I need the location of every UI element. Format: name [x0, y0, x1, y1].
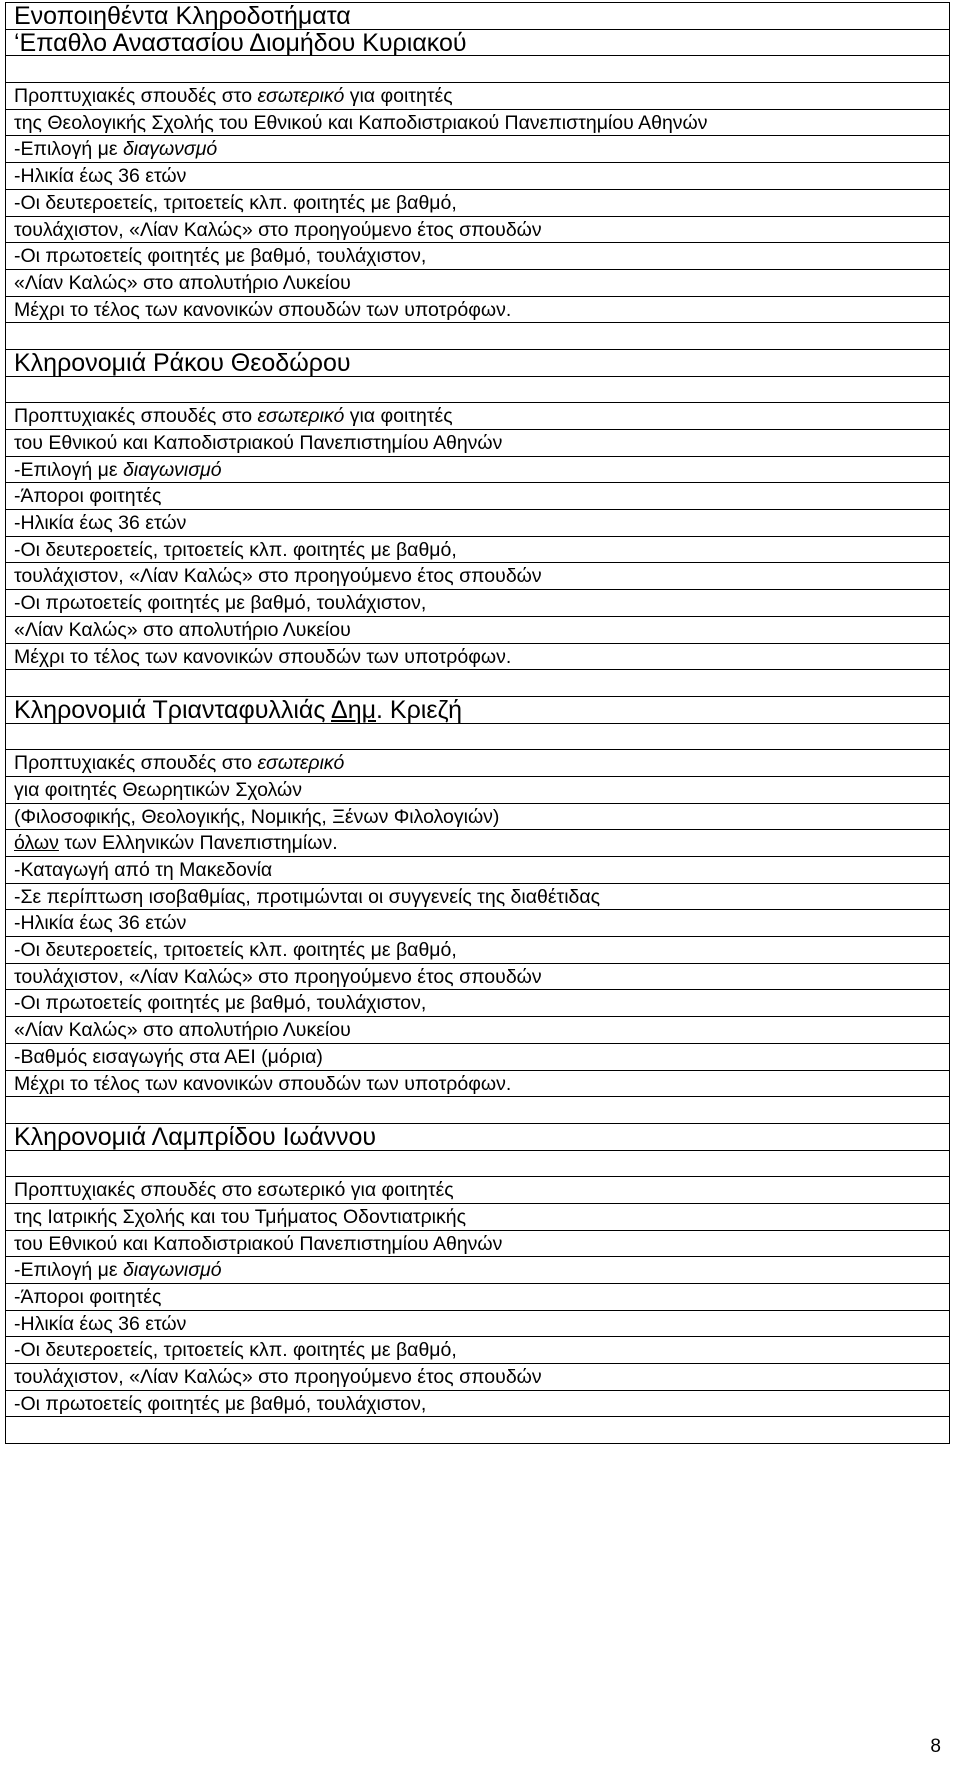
row-text-segment: του Εθνικού και Καποδιστριακού Πανεπιστημίου Αθηνών [14, 1232, 503, 1255]
text-row [6, 617, 950, 644]
row-text-segment: τουλάχιστον, «Λίαν Καλώς» στο προηγούμενο έτος σπουδών [14, 218, 542, 241]
row-text-segment: εσωτερικό [257, 85, 345, 108]
row-text-segment: Κληρονομιά Λαμπρίδου Ιωάννου [14, 1123, 377, 1151]
text-row [6, 777, 950, 804]
row-text-segment: -Επιλογή με [14, 138, 123, 161]
text-row [6, 1177, 950, 1204]
text-row [6, 804, 950, 831]
row-text-segment: «Λίαν Καλώς» στο απολυτήριο Λυκείου [14, 618, 351, 641]
text-row [6, 1257, 950, 1284]
text-row [6, 1071, 950, 1098]
row-text-segment: διαγωνσμό [122, 138, 218, 161]
text-row [6, 830, 950, 857]
text-row [6, 510, 950, 537]
section-heading-row [6, 697, 950, 724]
section-heading-row [6, 1124, 950, 1151]
row-text-segment: -Οι πρωτοετείς φοιτητές με βαθμό, τουλάχιστον, [14, 1392, 427, 1415]
row-text-segment: -Καταγωγή από τη Μακεδονία [14, 859, 273, 881]
text-row [6, 1391, 950, 1418]
blank-row [6, 670, 950, 697]
row-text-segment: της Ιατρικής Σχολής και του Τμήματος Οδοντιατρικής [14, 1205, 466, 1228]
row-text-segment: -Άποροι φοιτητές [14, 485, 162, 508]
row-text-segment: Δημ [331, 696, 377, 724]
blank-row [6, 323, 950, 350]
row-text-segment: (Φιλοσοφικής, Θεολογικής, Νομικής, Ξένων Φιλολογιών) [14, 805, 500, 828]
text-row [6, 884, 950, 911]
text-row [6, 217, 950, 244]
row-text-segment: εσωτερικό [257, 752, 345, 775]
row-text-segment: της Θεολογικής Σχολής του Εθνικού και Καποδιστριακού Πανεπιστημίου Αθηνών [14, 111, 708, 134]
row-text-segment: -Οι πρωτοετείς φοιτητές με βαθμό, τουλάχιστον, [14, 245, 427, 268]
row-text-segment: για φοιτητές [344, 405, 453, 428]
blank-row [6, 56, 950, 83]
row-text-segment: «Λίαν Καλώς» στο απολυτήριο Λυκείου [14, 271, 351, 294]
text-row [6, 136, 950, 163]
row-text-segment: -Επιλογή με [14, 458, 123, 481]
blank-row [6, 1417, 950, 1444]
row-text-segment: -Ηλικία έως 36 ετών [14, 512, 187, 535]
row-text-segment: Μέχρι το τέλος των κανονικών σπουδών των υποτρόφων. [14, 1072, 512, 1095]
row-text-segment: -Ηλικία έως 36 ετών [14, 165, 187, 188]
row-text-segment: -Άποροι φοιτητές [14, 1286, 162, 1308]
row-text-segment: εσωτερικό [257, 405, 345, 428]
text-row [6, 1231, 950, 1258]
row-text-segment: Κληρονομιά Ράκου Θεοδώρου [14, 349, 351, 377]
row-text-segment: -Οι πρωτοετείς φοιτητές με βαθμό, τουλάχιστον, [14, 992, 427, 1015]
section-heading-row [6, 350, 950, 377]
text-row [6, 483, 950, 510]
text-row [6, 990, 950, 1017]
row-text-segment: Ενοποιηθέντα Κληροδοτήματα [14, 3, 351, 30]
text-row [6, 163, 950, 190]
row-text-segment: «Λίαν Καλώς» στο απολυτήριο Λυκείου [14, 1019, 351, 1042]
row-text-segment: διαγωνισμό [122, 458, 222, 481]
text-row [6, 910, 950, 937]
row-text-segment: Προπτυχιακές σπουδές στο [14, 405, 258, 428]
row-text-segment: . Κριεζή [376, 696, 462, 724]
text-row [6, 537, 950, 564]
text-row [6, 857, 950, 884]
blank-row [6, 724, 950, 751]
row-text-segment: τουλάχιστον, «Λίαν Καλώς» στο προηγούμενο έτος σπουδών [14, 565, 542, 588]
text-row [6, 190, 950, 217]
row-text-segment: -Επιλογή με [14, 1259, 123, 1282]
text-row [6, 563, 950, 590]
document-table [5, 2, 950, 1444]
text-row [6, 1364, 950, 1391]
row-text-segment: -Οι πρωτοετείς φοιτητές με βαθμό, τουλάχιστον, [14, 592, 427, 615]
row-text-segment: τουλάχιστον, «Λίαν Καλώς» στο προηγούμενο έτος σπουδών [14, 1366, 542, 1389]
blank-row [6, 377, 950, 404]
row-text-segment: των Ελληνικών Πανεπιστημίων. [58, 832, 338, 855]
text-row [6, 1284, 950, 1311]
text-row [6, 1204, 950, 1231]
text-row [6, 590, 950, 617]
row-text-segment: -Σε περίπτωση ισοβαθμίας, προτιμώνται οι συγγενείς της διαθέτιδας [14, 885, 601, 908]
row-text-segment: διαγωνισμό [122, 1259, 222, 1282]
row-text-segment: -Βαθμός εισαγωγής στα ΑΕΙ (μόρια) [14, 1045, 323, 1068]
blank-row [6, 1097, 950, 1124]
text-row [6, 937, 950, 964]
text-row [6, 750, 950, 777]
row-text-segment: ‘Επαθλο Αναστασίου Διομήδου Κυριακού [14, 29, 467, 57]
text-row [6, 403, 950, 430]
row-text-segment: -Οι δευτεροετείς, τριτοετείς κλπ. φοιτητές με βαθμό, [14, 1339, 457, 1362]
text-row [6, 270, 950, 297]
row-text-segment: Προπτυχιακές σπουδές στο εσωτερικό για φοιτητές [14, 1179, 454, 1202]
text-row [6, 964, 950, 991]
row-text-segment: -Οι δευτεροετείς, τριτοετείς κλπ. φοιτητές με βαθμό, [14, 191, 457, 214]
text-row [6, 243, 950, 270]
row-text-segment: Κληρονομιά Τριανταφυλλιάς [14, 696, 331, 724]
row-text-segment: Μέχρι το τέλος των κανονικών σπουδών των υποτρόφων. [14, 298, 512, 321]
section-heading-row [6, 30, 950, 57]
text-row [6, 110, 950, 137]
text-row [6, 1311, 950, 1338]
row-text-segment: Προπτυχιακές σπουδές στο [14, 752, 258, 775]
text-row [6, 1337, 950, 1364]
text-row [6, 1044, 950, 1071]
text-row [6, 1017, 950, 1044]
row-text-segment: του Εθνικού και Καποδιστριακού Πανεπιστημίου Αθηνών [14, 432, 503, 454]
text-row [6, 83, 950, 110]
page-number: 8 [930, 1736, 941, 1757]
row-text-segment: για φοιτητές [344, 85, 453, 108]
section-heading-row [6, 3, 950, 30]
row-text-segment: Μέχρι το τέλος των κανονικών σπουδών των υποτρόφων. [14, 645, 512, 668]
text-row [6, 297, 950, 324]
row-text-segment: -Οι δευτεροετείς, τριτοετείς κλπ. φοιτητές με βαθμό, [14, 939, 457, 962]
row-text-segment: όλων [14, 832, 59, 855]
row-text-segment: τουλάχιστον, «Λίαν Καλώς» στο προηγούμενο έτος σπουδών [14, 965, 542, 988]
text-row [6, 430, 950, 457]
row-text-segment: -Ηλικία έως 36 ετών [14, 1312, 187, 1335]
text-row [6, 644, 950, 671]
text-row [6, 457, 950, 484]
row-text-segment: για φοιτητές Θεωρητικών Σχολών [14, 778, 302, 801]
row-text-segment: -Ηλικία έως 36 ετών [14, 912, 187, 935]
row-text-segment: Προπτυχιακές σπουδές στο [14, 85, 258, 108]
blank-row [6, 1151, 950, 1178]
row-text-segment: -Οι δευτεροετείς, τριτοετείς κλπ. φοιτητές με βαθμό, [14, 538, 457, 561]
